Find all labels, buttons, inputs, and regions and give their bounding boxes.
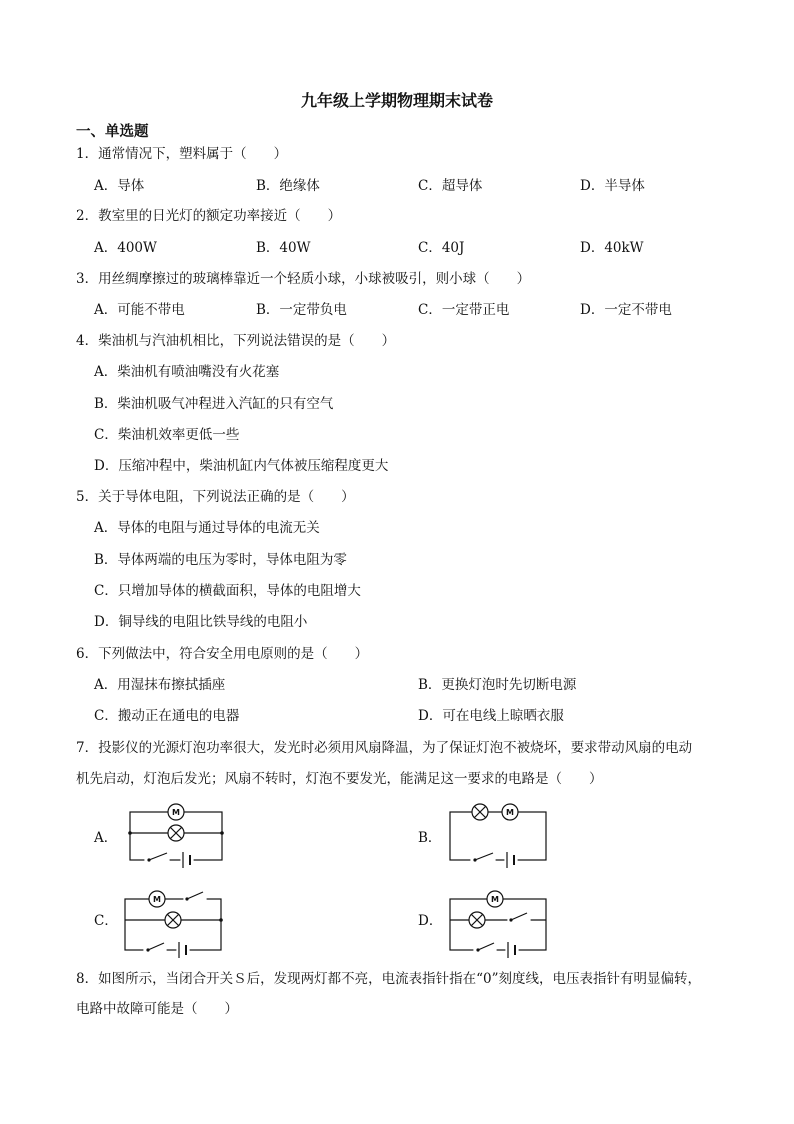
motor-label: M: [153, 895, 161, 904]
q6-option-b: B．更换灯泡时先切断电源: [418, 677, 577, 693]
q2-option-b: B．40W: [256, 240, 311, 256]
question-2-stem: 2．教室里的日光灯的额定功率接近（ ）: [76, 208, 342, 224]
question-6-stem: 6．下列做法中，符合安全用电原则的是（ ）: [76, 646, 369, 662]
motor-label: M: [172, 808, 180, 817]
page-title: 九年级上学期物理期末试卷: [300, 91, 493, 110]
q3-option-d: D．一定不带电: [580, 302, 672, 318]
q1-option-d: D．半导体: [580, 178, 645, 194]
section-heading: 一、单选题: [76, 124, 149, 140]
q4-option-c: C．柴油机效率更低一些: [94, 427, 240, 443]
q5-option-b: B．导体两端的电压为零时，导体电阻为零: [94, 552, 347, 568]
question-8-stem-line2: 电路中故障可能是（ ）: [76, 1001, 238, 1017]
q4-option-d: D．压缩冲程中，柴油机缸内气体被压缩程度更大: [94, 458, 389, 474]
q3-option-b: B．一定带负电: [256, 302, 347, 318]
question-4-stem: 4．柴油机与汽油机相比，下列说法错误的是（ ）: [76, 333, 396, 349]
q7-option-c: C．: [94, 913, 118, 929]
q7-circuit-b: [446, 800, 550, 866]
q6-option-d: D．可在电线上晾晒衣服: [418, 708, 564, 724]
q2-option-a: A．400W: [94, 240, 157, 256]
q4-option-a: A．柴油机有喷油嘴没有火花塞: [94, 364, 280, 380]
q7-option-d: D．: [418, 913, 443, 929]
question-7-stem-line2: 机先启动，灯泡后发光；风扇不转时，灯泡不要发光，能满足这一要求的电路是（ ）: [76, 771, 603, 787]
question-8-stem-line1: 8．如图所示，当闭合开关Ｓ后，发现两灯都不亮，电流表指针指在“0”刻度线，电压表指针有明显偏转，: [76, 971, 701, 987]
q4-option-b: B．柴油机吸气冲程进入汽缸的只有空气: [94, 396, 334, 412]
q1-option-a: A．导体: [94, 178, 145, 194]
q3-option-a: A．可能不带电: [94, 302, 185, 318]
q5-option-d: D．铜导线的电阻比铁导线的电阻小: [94, 614, 308, 630]
circuit-wire: [450, 812, 546, 860]
q7-option-a: A．: [94, 830, 118, 846]
q3-option-c: C．一定带正电: [418, 302, 510, 318]
question-5-stem: 5．关于导体电阻，下列说法正确的是（ ）: [76, 489, 355, 505]
q1-option-c: C．超导体: [418, 178, 483, 194]
q7-circuit-c: [120, 884, 226, 956]
q2-option-c: C．40J: [418, 240, 465, 256]
q5-option-c: C．只增加导体的横截面积，导体的电阻增大: [94, 583, 361, 599]
motor-label: M: [491, 895, 499, 904]
q1-option-b: B．绝缘体: [256, 178, 320, 194]
q6-option-c: C．搬动正在通电的电器: [94, 708, 240, 724]
q2-option-d: D．40kW: [580, 240, 644, 256]
q7-circuit-d: [446, 884, 550, 956]
q7-option-b: B．: [418, 830, 442, 846]
question-1-stem: 1．通常情况下，塑料属于（ ）: [76, 146, 288, 162]
question-7-stem-line1: 7．投影仪的光源灯泡功率很大，发光时必须用风扇降温，为了保证灯泡不被烧坏，要求带动风扇的电动: [76, 740, 693, 756]
question-3-stem: 3．用丝绸摩擦过的玻璃棒靠近一个轻质小球，小球被吸引，则小球（ ）: [76, 271, 531, 287]
motor-label: M: [506, 808, 514, 817]
q5-option-a: A．导体的电阻与通过导体的电流无关: [94, 520, 320, 536]
q6-option-a: A．用湿抹布擦拭插座: [94, 677, 226, 693]
q7-circuit-a: [125, 800, 225, 866]
